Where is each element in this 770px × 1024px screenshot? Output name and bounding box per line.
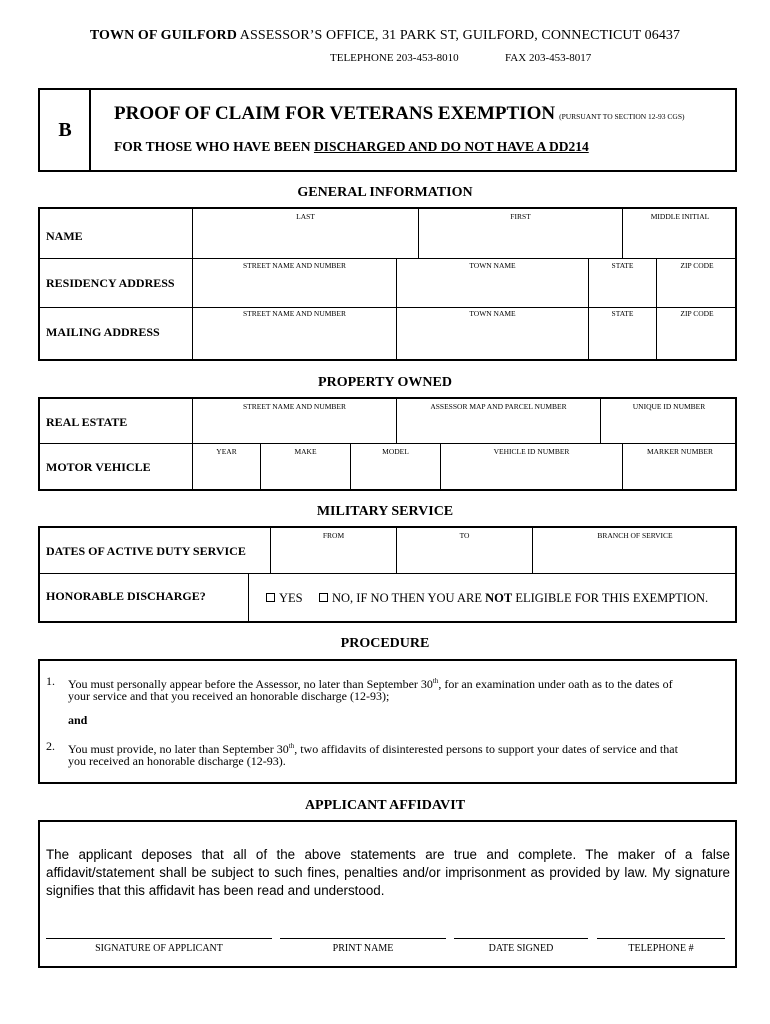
residency-zip-header: ZIP CODE — [680, 261, 714, 270]
form-letter: B — [58, 118, 72, 141]
name-first-header: FIRST — [510, 212, 531, 221]
name-last-header: LAST — [296, 212, 315, 221]
telephone-line[interactable] — [597, 938, 725, 939]
mailing-state-field[interactable] — [590, 321, 654, 359]
mailing-address-label: MAILING ADDRESS — [46, 325, 160, 339]
procedure-item-2-sup: th — [288, 742, 295, 750]
procedure-item-2-number: 2. — [46, 739, 55, 753]
residency-street-header: STREET NAME AND NUMBER — [243, 261, 346, 270]
real-estate-map-parcel-header: ASSESSOR MAP AND PARCEL NUMBER — [430, 402, 567, 411]
service-from-header: FROM — [322, 531, 345, 540]
real-estate-unique-id-field[interactable] — [602, 413, 735, 441]
branch-of-service-field[interactable] — [534, 542, 735, 571]
mailing-town-header: TOWN NAME — [469, 309, 516, 318]
procedure-item-1-sup: th — [432, 677, 439, 685]
procedure-item-2-text-a: You must provide, no later than September 30 — [68, 742, 289, 756]
dates-active-duty-label: DATES OF ACTIVE DUTY SERVICE — [46, 544, 246, 558]
statute-citation: (PURSUANT TO SECTION 12-93 CGS) — [559, 112, 685, 121]
vehicle-model-field[interactable] — [352, 459, 438, 489]
procedure-item-1-line-2: your service and that you received an honorable discharge (12-93); — [68, 689, 390, 703]
form-subtitle — [114, 139, 589, 155]
real-estate-street-header: STREET NAME AND NUMBER — [243, 402, 346, 411]
discharge-yes-option[interactable] — [266, 591, 303, 606]
property-owned-heading: PROPERTY OWNED — [318, 375, 452, 390]
vehicle-id-header: VEHICLE ID NUMBER — [493, 447, 570, 456]
real-estate-label: REAL ESTATE — [46, 415, 128, 429]
row-divider — [38, 307, 737, 308]
procedure-item-2-text-b: , two affidavits of disinterested persons to support your dates of service and that — [294, 742, 678, 756]
form-title-text: PROOF OF CLAIM FOR VETERANS EXEMPTION — [114, 103, 556, 124]
subtitle-prefix: FOR THOSE WHO HAVE BEEN — [114, 139, 314, 154]
claim-title-box — [38, 88, 737, 172]
row-divider — [38, 443, 737, 444]
no-label-suffix: ELIGIBLE FOR THIS EXEMPTION. — [512, 591, 709, 605]
honorable-discharge-label: HONORABLE DISCHARGE? — [46, 589, 206, 603]
military-service-table — [38, 526, 737, 623]
first-name-field[interactable] — [420, 222, 620, 256]
print-name-label: PRINT NAME — [332, 943, 394, 954]
discharge-no-option[interactable] — [319, 591, 708, 606]
residency-street-field[interactable] — [194, 272, 394, 305]
motor-vehicle-label: MOTOR VEHICLE — [46, 460, 151, 474]
general-information-heading: GENERAL INFORMATION — [297, 185, 473, 200]
telephone-label: TELEPHONE # — [628, 943, 694, 954]
service-to-header: TO — [459, 531, 470, 540]
office-fax: FAX 203-453-8017 — [505, 52, 592, 64]
vehicle-marker-header: MARKER NUMBER — [646, 447, 714, 456]
name-label: NAME — [46, 229, 83, 243]
row-divider — [38, 573, 737, 574]
procedure-item-2-line-2: you received an honorable discharge (12-93). — [68, 754, 286, 768]
signature-label: SIGNATURE OF APPLICANT — [95, 943, 223, 954]
residency-town-header: TOWN NAME — [469, 261, 516, 270]
form-title — [114, 103, 685, 125]
mailing-zip-header: ZIP CODE — [680, 309, 714, 318]
mailing-street-field[interactable] — [194, 321, 394, 359]
vehicle-id-field[interactable] — [442, 459, 620, 489]
office-address: ASSESSOR’S OFFICE, 31 PARK ST, GUILFORD, CONNECTICUT 06437 — [239, 28, 681, 43]
signature-line[interactable] — [46, 938, 272, 939]
vehicle-model-header: MODEL — [382, 447, 409, 456]
affidavit-statement: The applicant deposes that all of the above statements are true and complete. The maker of a false affidavit/statement shall be subject to such fines, penalties and/or imprisonment as provided by law. My signature signifies that this affidavit has been read and understood. — [46, 847, 730, 898]
vehicle-make-field[interactable] — [262, 459, 348, 489]
residency-zip-field[interactable] — [658, 272, 735, 305]
mailing-street-header: STREET NAME AND NUMBER — [243, 309, 346, 318]
vehicle-marker-field[interactable] — [624, 459, 735, 489]
vehicle-year-header: YEAR — [216, 447, 237, 456]
applicant-affidavit-heading: APPLICANT AFFIDAVIT — [304, 798, 466, 813]
service-to-field[interactable] — [398, 542, 530, 571]
residency-town-field[interactable] — [398, 272, 586, 305]
column-divider — [248, 573, 249, 623]
date-signed-label: DATE SIGNED — [488, 943, 554, 954]
print-name-line[interactable] — [280, 938, 446, 939]
real-estate-street-field[interactable] — [194, 413, 394, 441]
last-name-field[interactable] — [194, 222, 416, 256]
procedure-item-1-number: 1. — [46, 674, 55, 688]
column-divider — [192, 207, 193, 361]
procedure-item-1-text-a: You must personally appear before the Assessor, no later than September 30 — [68, 677, 433, 691]
office-telephone: TELEPHONE 203-453-8010 — [330, 52, 459, 64]
residency-address-label: RESIDENCY ADDRESS — [46, 276, 175, 290]
column-divider — [192, 397, 193, 491]
vehicle-make-header: MAKE — [294, 447, 317, 456]
real-estate-unique-id-header: UNIQUE ID NUMBER — [632, 402, 706, 411]
no-label-prefix: NO, IF NO THEN YOU ARE — [332, 591, 486, 605]
residency-state-field[interactable] — [590, 272, 654, 305]
mailing-zip-field[interactable] — [658, 321, 735, 359]
subtitle-underlined: DISCHARGED AND DO NOT HAVE A DD214 — [313, 139, 589, 154]
no-label-bold: NOT — [485, 591, 513, 605]
procedure-item-1-text-b: , for an examination under oath as to the dates of — [438, 677, 673, 691]
mailing-town-field[interactable] — [398, 321, 586, 359]
procedure-heading: PROCEDURE — [340, 636, 430, 651]
military-service-heading: MILITARY SERVICE — [316, 504, 454, 519]
no-checkbox[interactable] — [319, 593, 328, 602]
branch-of-service-header: BRANCH OF SERVICE — [597, 531, 673, 540]
service-from-field[interactable] — [272, 542, 394, 571]
row-divider — [38, 258, 737, 259]
office-header — [0, 28, 770, 44]
middle-initial-field[interactable] — [624, 222, 735, 256]
town-name: TOWN OF GUILFORD — [89, 28, 237, 43]
residency-state-header: STATE — [611, 261, 634, 270]
date-signed-line[interactable] — [454, 938, 588, 939]
mailing-state-header: STATE — [611, 309, 634, 318]
procedure-and: and — [68, 713, 88, 727]
yes-checkbox[interactable] — [266, 593, 275, 602]
name-middle-initial-header: MIDDLE INITIAL — [650, 212, 710, 221]
vehicle-year-field[interactable] — [194, 459, 258, 489]
yes-label: YES — [279, 591, 303, 605]
real-estate-map-parcel-field[interactable] — [398, 413, 598, 441]
